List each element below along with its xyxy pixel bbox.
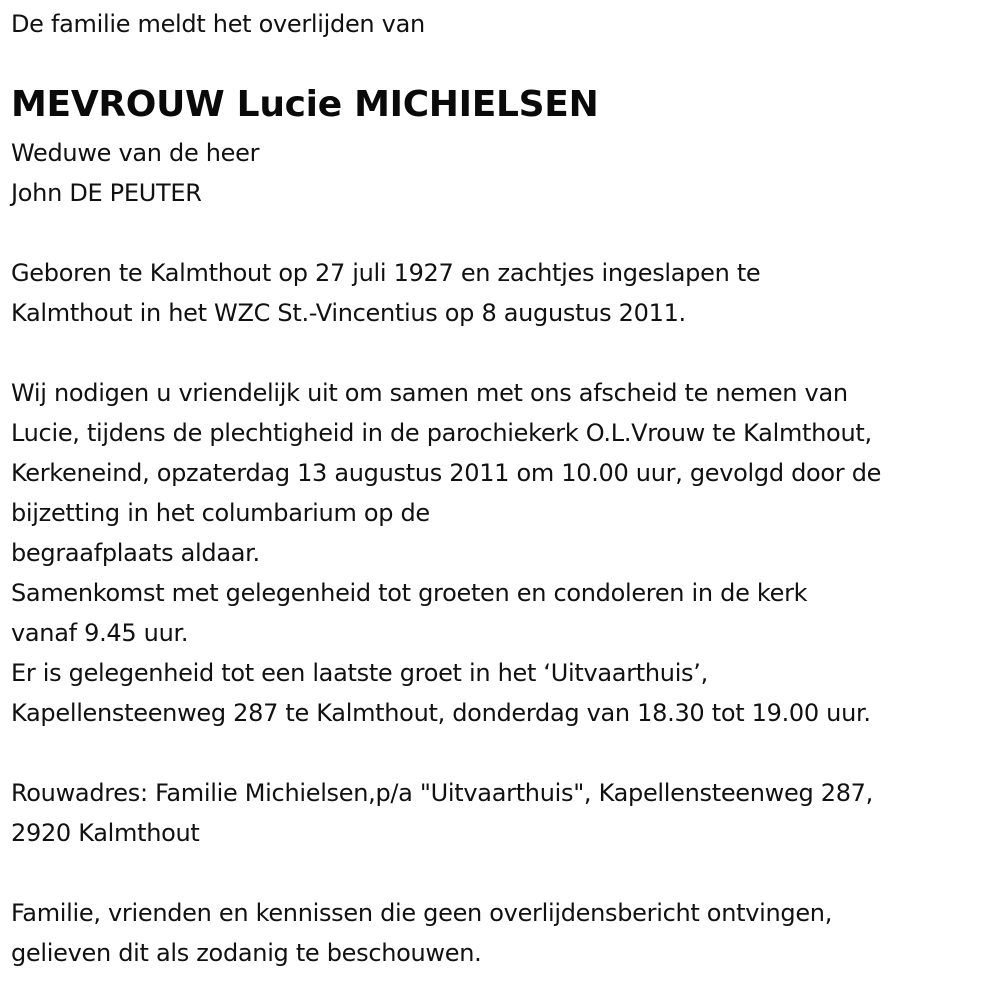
mourning-address-block <box>11 773 873 853</box>
intro-text: De familie meldt het overlijden van <box>11 10 425 38</box>
invitation-line: bijzetting in het columbarium op de <box>11 499 430 527</box>
deceased-name-heading: MEVROUW Lucie MICHIELSEN <box>11 84 599 125</box>
birth-death-line: Kalmthout in het WZC St.-Vincentius op 8 augustus 2011. <box>11 299 686 327</box>
invitation-line: Samenkomst met gelegenheid tot groeten en condoleren in de kerk <box>11 579 808 607</box>
invitation-line: Kerkeneind, opzaterdag 13 augustus 2011 om 10.00 uur, gevolgd door de <box>11 459 882 487</box>
invitation-line: vanaf 9.45 uur. <box>11 619 189 647</box>
funeral-invitation-block <box>11 373 881 733</box>
invitation-line: Kapellensteenweg 287 te Kalmthout, donderdag van 18.30 tot 19.00 uur. <box>11 699 871 727</box>
birth-death-line: Geboren te Kalmthout op 27 juli 1927 en zachtjes ingeslapen te <box>11 259 761 287</box>
address-line: Rouwadres: Familie Michielsen,p/a "Uitvaarthuis", Kapellensteenweg 287, <box>11 779 873 807</box>
spouse-name: John DE PEUTER <box>11 179 202 207</box>
invitation-line: Lucie, tijdens de plechtigheid in de parochiekerk O.L.Vrouw te Kalmthout, <box>11 419 872 447</box>
widow-of-line: Weduwe van de heer <box>11 139 260 167</box>
address-line: 2920 Kalmthout <box>11 819 200 847</box>
birth-death-block <box>11 253 760 333</box>
widow-of-block <box>11 133 259 213</box>
invitation-line: begraafplaats aldaar. <box>11 539 260 567</box>
closing-line: gelieven dit als zodanig te beschouwen. <box>11 939 482 967</box>
invitation-line: Wij nodigen u vriendelijk uit om samen met ons afscheid te nemen van <box>11 379 848 407</box>
closing-note-block <box>11 893 832 973</box>
closing-line: Familie, vrienden en kennissen die geen overlijdensbericht ontvingen, <box>11 899 833 927</box>
invitation-line: Er is gelegenheid tot een laatste groet in het ‘Uitvaarthuis’, <box>11 659 708 687</box>
